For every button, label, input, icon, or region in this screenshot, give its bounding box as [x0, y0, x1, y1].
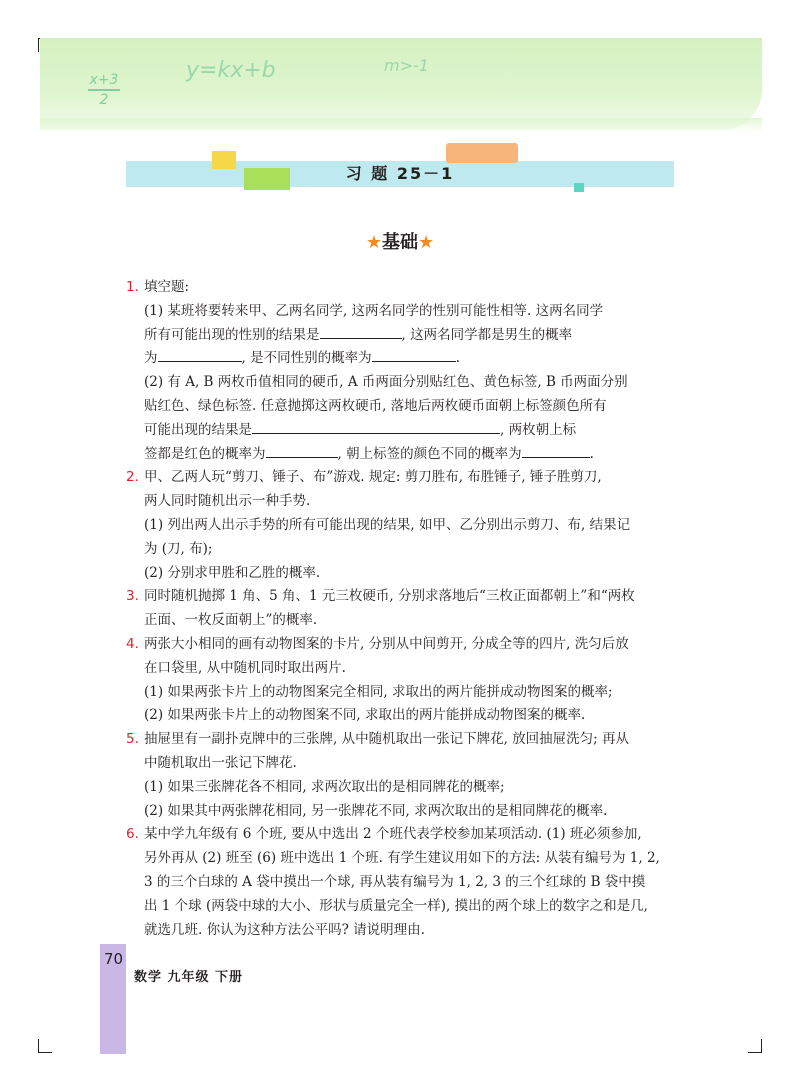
part-text: , 朝上标签的颜色不同的概率为	[337, 445, 522, 462]
question-6	[126, 823, 676, 942]
section-label: 基础	[382, 232, 418, 253]
fraction-denominator: 2	[99, 92, 109, 108]
question-text: 出 1 个球 (两袋中球的大小、形状与质量完全一样), 摸出的两个球上的数字之和是几,	[144, 897, 648, 914]
question-number: 2.	[126, 469, 139, 486]
header-band-fade	[40, 118, 762, 132]
part-text: (1) 如果两张卡片上的动物图案完全相同, 求取出的两片能拼成动物图案的概率;	[144, 683, 613, 700]
crop-mark-bl-v	[38, 1039, 39, 1053]
fraction-numerator: x+3	[89, 72, 119, 88]
question-text: 同时随机抛掷 1 角、5 角、1 元三枚硬币, 分别求落地后“三枚正面都朝上”和“两枚	[144, 588, 635, 605]
star-icon: ★	[365, 232, 382, 253]
part-text-line: 为 , 是不同性别的概率为 .	[172, 347, 676, 371]
question-text: 某中学九年级有 6 个班, 要从中选出 2 个班代表学校参加某项活动. (1) 班必须参加,	[144, 826, 642, 843]
question-2-part-2	[126, 562, 676, 586]
answer-blank[interactable]	[266, 443, 338, 458]
part-text-line	[144, 419, 676, 443]
exercise-content	[126, 276, 676, 942]
part-text: , 两枚朝上标	[500, 421, 577, 438]
answer-blank[interactable]	[522, 443, 590, 458]
part-text: (2) 分别求甲胜和乙胜的概率.	[144, 564, 321, 581]
part-text: , 这两名同学都是男生的概率	[401, 326, 573, 343]
exercise-title: 习 题 25－1	[345, 164, 455, 183]
question-5-part-1	[126, 776, 676, 800]
question-1	[126, 276, 676, 300]
question-1-part-2	[126, 371, 676, 466]
part-text-line: 签都是红色的概率为 , 朝上标签的颜色不同的概率为 .	[172, 443, 676, 467]
crop-mark-br-v	[761, 1039, 762, 1053]
question-4	[126, 633, 676, 681]
question-number: 4.	[126, 635, 139, 652]
question-4-part-1	[126, 681, 676, 705]
page-number: 70	[104, 950, 124, 968]
part-text: (1) 某班将要转来甲、乙两名同学, 这两名同学的性别可能性相等. 这两名同学	[144, 302, 604, 319]
part-text: (1) 列出两人出示手势的所有可能出现的结果, 如甲、乙分别出示剪刀、布, 结果记	[144, 516, 631, 533]
section-heading	[300, 228, 500, 254]
question-text: 抽屉里有一副扑克牌中的三张牌, 从中随机取出一张记下牌花, 放回抽屉洗匀; 再从	[144, 731, 630, 748]
fraction-bar	[88, 89, 120, 91]
question-text: 另外再从 (2) 班至 (6) 班中选出 1 个班. 有学生建议用如下的方法: 从装有编号为 1, 2,	[144, 850, 660, 867]
part-text: (2) 如果两张卡片上的动物图案不同, 求取出的两片能拼成动物图案的概率.	[144, 707, 586, 724]
question-1-part-1	[126, 300, 676, 371]
part-text: 贴红色、绿色标签. 任意抛掷这两枚硬币, 落地后两枚硬币面朝上标签颜色所有	[144, 397, 607, 414]
answer-blank[interactable]	[252, 419, 500, 434]
question-number: 5.	[126, 731, 139, 748]
answer-blank[interactable]	[320, 324, 402, 339]
question-text: 3 的三个白球的 A 袋中摸出一个球, 再从装有编号为 1, 2, 3 的三个红球的 B 袋中摸	[144, 873, 646, 890]
handwritten-fraction	[86, 72, 122, 108]
question-text: 两张大小相同的画有动物图案的卡片, 分别从中间剪开, 分成全等的四片, 洗匀后放	[144, 635, 629, 652]
part-text: (2) 如果其中两张牌花相同, 另一张牌花不同, 求两次取出的是相同牌花的概率.	[144, 802, 608, 819]
question-5-part-2	[126, 800, 676, 824]
question-text: 在口袋里, 从中随机同时取出两片.	[144, 659, 346, 676]
question-text: 中随机取出一张记下牌花.	[144, 754, 297, 771]
handwritten-inequality: m>-1	[384, 56, 429, 75]
header-decoration-band	[40, 38, 762, 130]
crop-mark-bl-h	[38, 1052, 52, 1053]
part-text: 签都是红色的概率为	[144, 445, 266, 462]
question-number: 1.	[126, 279, 139, 295]
question-text: 就选几班. 你认为这种方法公平吗? 请说明理由.	[144, 921, 425, 938]
part-text: , 是不同性别的概率为	[241, 350, 372, 367]
question-number: 6.	[126, 826, 139, 843]
part-text: 可能出现的结果是	[144, 421, 252, 438]
part-text: 所有可能出现的性别的结果是	[144, 326, 320, 343]
question-5	[126, 728, 676, 776]
crop-mark-tl-v	[38, 38, 39, 52]
handwritten-equation: y=kx+b	[186, 58, 276, 83]
answer-blank[interactable]	[372, 347, 456, 362]
question-4-part-2	[126, 704, 676, 728]
question-2-part-1	[126, 514, 676, 562]
part-text: 为 (刀, 布);	[144, 540, 213, 557]
star-icon: ★	[418, 232, 435, 253]
part-text: (2) 有 A, B 两枚币值相同的硬币, A 币两面分别贴红色、黄色标签, B 币两面分别	[144, 374, 628, 391]
question-2	[126, 466, 676, 514]
title-decoration-orange	[446, 143, 518, 163]
book-title: 数学 九年级 下册	[134, 970, 244, 985]
question-3	[126, 585, 676, 633]
question-text: 填空题:	[144, 279, 190, 295]
question-number: 3.	[126, 588, 139, 605]
question-text: 甲、乙两人玩“剪刀、锤子、布”游戏. 规定: 剪刀胜布, 布胜锤子, 锤子胜剪刀,	[144, 469, 602, 486]
crop-mark-br-h	[748, 1052, 762, 1053]
answer-blank[interactable]	[158, 347, 242, 362]
question-text: 正面、一枚反面朝上”的概率.	[144, 612, 318, 629]
part-text: 为	[144, 350, 158, 367]
part-text-line	[144, 324, 676, 348]
part-text: (1) 如果三张牌花各不相同, 求两次取出的是相同牌花的概率;	[144, 778, 505, 795]
question-text: 两人同时随机出示一种手势.	[144, 493, 311, 510]
